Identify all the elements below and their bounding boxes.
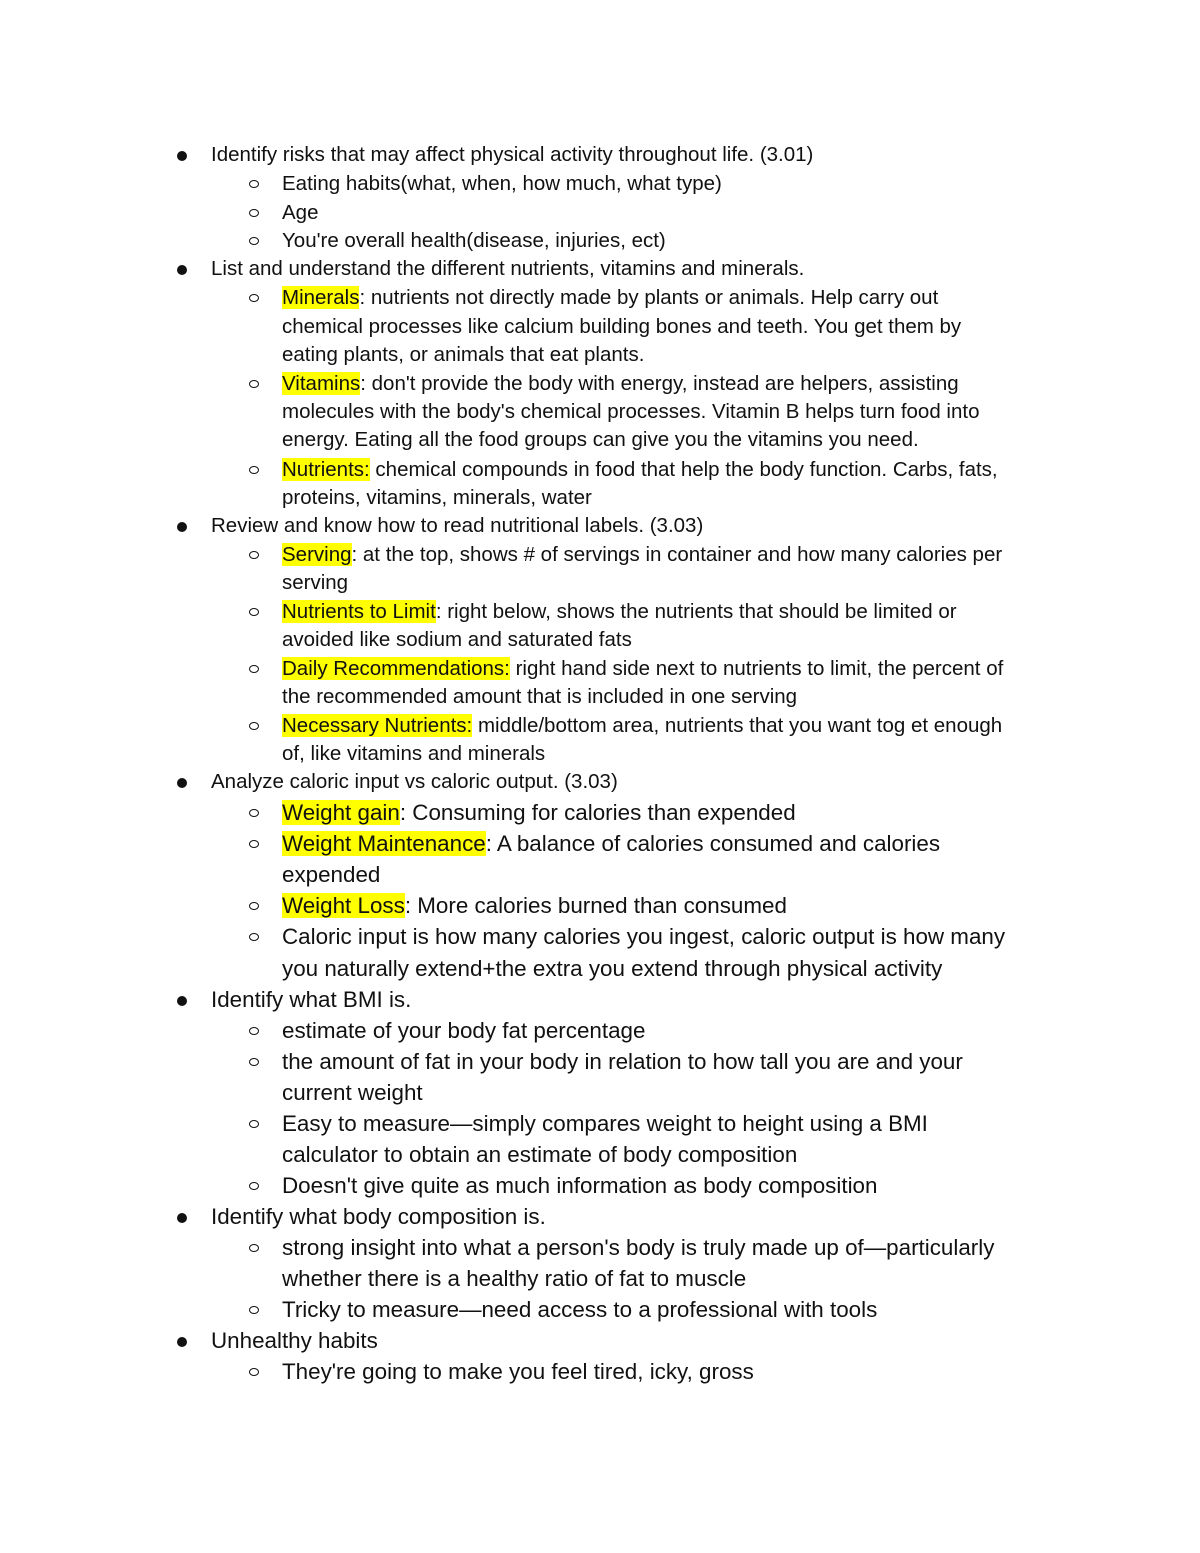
outline-subitem-line — [282, 953, 942, 984]
subitem-text: expended — [282, 862, 381, 887]
bullet-circle-icon — [249, 1058, 259, 1066]
outline-subitem-line — [282, 655, 1003, 684]
bullet-circle-icon — [249, 1368, 259, 1376]
subitem-text: chemical compounds in food that help the body function. Carbs, fats, — [369, 458, 998, 481]
outline-item-heading: Identify what BMI is. — [211, 987, 412, 1012]
bullet-circle-icon — [249, 1182, 259, 1190]
outline-subitem-line — [282, 484, 592, 513]
subitem-text: Tricky to measure—need access to a professional with tools — [282, 1297, 878, 1322]
outline-subitem-line — [282, 227, 666, 256]
highlighted-term: Nutrients to Limit — [282, 600, 436, 623]
subitem-text: right hand side next to nutrients to limit, the percent of — [509, 657, 1004, 680]
subitem-text: strong insight into what a person's body is truly made up of—particularly — [282, 1235, 995, 1260]
outline-subitem-line — [282, 712, 1002, 741]
highlighted-term: Weight Maintenance — [282, 831, 486, 856]
outline-subitem-line — [282, 626, 632, 655]
outline-subitem-line — [282, 890, 787, 921]
highlighted-term: Weight Loss — [282, 893, 405, 918]
subitem-text: : More calories burned than consumed — [404, 893, 787, 918]
highlighted-term: Weight gain — [282, 800, 400, 825]
subitem-text: current weight — [282, 1080, 423, 1105]
outline-subitem-line — [282, 1263, 746, 1294]
highlighted-term: Necessary Nutrients: — [282, 714, 473, 737]
outline-subitem-line — [282, 1046, 963, 1077]
subitem-text: molecules with the body's chemical processes. Vitamin B helps turn food into — [282, 400, 980, 423]
bullet-dot-icon — [177, 1337, 187, 1347]
outline-subitem-line — [282, 398, 979, 427]
bullet-dot-icon — [177, 151, 187, 161]
outline-subitem-line — [282, 1170, 877, 1201]
subitem-text: calculator to obtain an estimate of body composition — [282, 1142, 798, 1167]
subitem-text: you naturally extend+the extra you extend through physical activity — [282, 956, 943, 981]
outline-subitem-line — [282, 683, 797, 712]
outline-subitem-line — [282, 341, 644, 370]
bullet-circle-icon — [249, 294, 259, 302]
bullet-circle-icon — [249, 722, 259, 730]
bullet-circle-icon — [249, 1244, 259, 1252]
outline-subitem-line — [282, 456, 998, 485]
bullet-dot-icon — [177, 996, 187, 1006]
outline-subitem-line — [282, 569, 348, 598]
subitem-text: : nutrients not directly made by plants or animals. Help carry out — [359, 286, 939, 309]
subitem-text: : A balance of calories consumed and calories — [485, 831, 941, 856]
outline-subitem-line — [282, 426, 919, 455]
bullet-circle-icon — [249, 380, 259, 388]
bullet-dot-icon — [177, 522, 187, 532]
outline-item-heading: Review and know how to read nutritional labels. (3.03) — [211, 514, 704, 537]
highlighted-term: Daily Recommendations: — [282, 657, 510, 680]
subitem-text: the amount of fat in your body in relation to how tall you are and your — [282, 1049, 963, 1074]
outline-subitem-line — [282, 921, 1005, 952]
outline-subitem-line — [282, 370, 959, 399]
subitem-text: whether there is a healthy ratio of fat to muscle — [282, 1266, 747, 1291]
subitem-text: of, like vitamins and minerals — [282, 742, 546, 765]
bullet-circle-icon — [249, 665, 259, 673]
subitem-text: avoided like sodium and saturated fats — [282, 628, 632, 651]
bullet-circle-icon — [249, 1027, 259, 1035]
bullet-circle-icon — [249, 608, 259, 616]
bullet-dot-icon — [177, 1213, 187, 1223]
subitem-text: Doesn't give quite as much information as body composition — [282, 1173, 878, 1198]
subitem-text: energy. Eating all the food groups can give you the vitamins you need. — [282, 428, 919, 451]
bullet-circle-icon — [249, 809, 259, 817]
subitem-text: They're going to make you feel tired, icky, gross — [282, 1359, 754, 1384]
outline-subitem-line — [282, 541, 1002, 570]
subitem-text: the recommended amount that is included in one serving — [282, 685, 798, 708]
subitem-text: : don't provide the body with energy, instead are helpers, assisting — [360, 372, 959, 395]
subitem-text: Easy to measure—simply compares weight to height using a BMI — [282, 1111, 928, 1136]
bullet-circle-icon — [249, 1120, 259, 1128]
subitem-text: serving — [282, 571, 349, 594]
outline-subitem-line — [282, 1077, 423, 1108]
bullet-circle-icon — [249, 1306, 259, 1314]
subitem-text: : at the top, shows # of servings in container and how many calories per — [351, 543, 1003, 566]
outline-subitem-line — [282, 828, 940, 859]
outline-subitem-line — [282, 170, 722, 199]
outline-item-heading: List and understand the different nutrients, vitamins and minerals. — [211, 257, 805, 280]
outline-subitem-line — [282, 859, 380, 890]
highlighted-term: Nutrients: — [282, 458, 370, 481]
subitem-text: proteins, vitamins, minerals, water — [282, 486, 592, 509]
outline-subitem-line — [282, 199, 318, 228]
outline-subitem-line — [282, 1139, 797, 1170]
bullet-circle-icon — [249, 466, 259, 474]
bullet-circle-icon — [249, 902, 259, 910]
outline-subitem-line — [282, 1232, 994, 1263]
outline-subitem-line — [282, 797, 796, 828]
subitem-text: Caloric input is how many calories you ingest, caloric output is how many — [282, 924, 1006, 949]
bullet-dot-icon — [177, 778, 187, 788]
bullet-circle-icon — [249, 933, 259, 941]
highlighted-term: Vitamins — [282, 372, 361, 395]
bullet-dot-icon — [177, 265, 187, 275]
subitem-text: : Consuming for calories than expended — [399, 800, 796, 825]
outline-subitem-line — [282, 284, 938, 313]
outline-subitem-line — [282, 1108, 928, 1139]
outline-item-heading: Analyze caloric input vs caloric output. (3.03) — [211, 770, 618, 793]
highlighted-term: Serving — [282, 543, 352, 566]
outline-subitem-line — [282, 740, 545, 769]
outline-item-heading: Unhealthy habits — [211, 1328, 378, 1353]
outline-item-heading: Identify risks that may affect physical activity throughout life. (3.01) — [211, 143, 814, 166]
subitem-text: middle/bottom area, nutrients that you want tog et enough — [472, 714, 1003, 737]
subitem-text: Age — [282, 201, 319, 224]
subitem-text: Eating habits(what, when, how much, what type) — [282, 172, 722, 195]
bullet-circle-icon — [249, 840, 259, 848]
outline-subitem-line — [282, 1294, 877, 1325]
outline-subitem-line — [282, 598, 957, 627]
subitem-text: estimate of your body fat percentage — [282, 1018, 646, 1043]
outline-item-heading: Identify what body composition is. — [211, 1204, 546, 1229]
subitem-text: : right below, shows the nutrients that should be limited or — [435, 600, 957, 623]
outline-subitem-line — [282, 1015, 645, 1046]
subitem-text: chemical processes like calcium building bones and teeth. You get them by — [282, 315, 962, 338]
bullet-circle-icon — [249, 551, 259, 559]
bullet-circle-icon — [249, 180, 259, 188]
highlighted-term: Minerals — [282, 286, 360, 309]
bullet-circle-icon — [249, 237, 259, 245]
subitem-text: eating plants, or animals that eat plants. — [282, 343, 645, 366]
subitem-text: You're overall health(disease, injuries, ect) — [282, 229, 666, 252]
outline-subitem-line — [282, 1356, 754, 1387]
outline-subitem-line — [282, 313, 961, 342]
bullet-circle-icon — [249, 209, 259, 217]
